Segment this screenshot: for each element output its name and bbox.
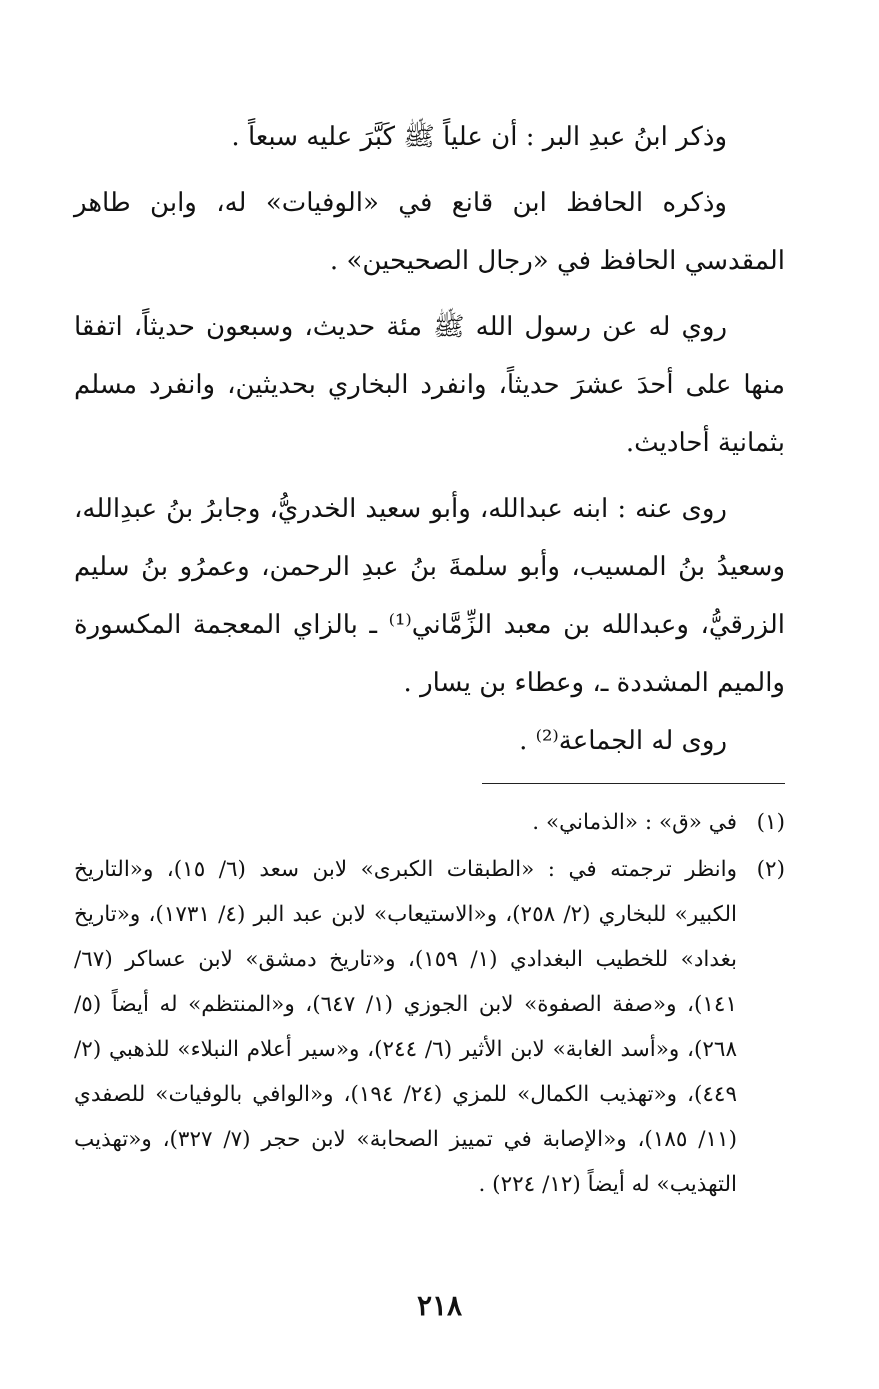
footnote-1 [74,800,785,845]
footnote-separator [482,783,785,784]
paragraph-hadith-count: روي له عن رسول الله ﷺ مئة حديث، وسبعون حديثاً، اتفقا منها على أحدَ عشرَ حديثاً، وانفرد البخاري بحديثين، وانفرد مسلم بثمانية أحاديث. [74,312,785,458]
footnote-2 [74,847,785,1207]
footnotes [74,800,785,1207]
footnote-1-number: (١) [756,810,785,835]
paragraph-narrators: روى عنه : ابنه عبدالله، وأبو سعيد الخدريُّ، وجابرُ بنُ عبدِالله، وسعيدُ بنُ المسيب، وأبو سلمةَ بنُ عبدِ الرحمن، وعمرُو بنُ سليم الزرقيُّ، وعبدالله بن معبد الزِّمَّاني⁽¹⁾ ـ بالزاي المعجمة المكسورة والميم المشددة ـ، وعطاء بن يسار . [74,494,785,698]
footnote-2-number: (٢) [756,857,785,882]
footnote-2-text: وانظر ترجمته في : «الطبقات الكبرى» لابن سعد (٦/ ١٥)، و«التاريخ الكبير» للبخاري (٢/ ٢٥٨)، و«الاستيعاب» لابن عبد البر (٤/ ١٧٣١)، و«تاريخ بغداد» للخطيب البغدادي (١/ ١٥٩)، و«تاريخ دمشق» لابن عساكر (٦٧/ ١٤١)، و«صفة الصفوة» لابن الجوزي (١/ ٦٤٧)، و«المنتظم» له أيضاً (٥/ ٢٦٨)، و«أسد الغابة» لابن الأثير (٦/ ٢٤٤)، و«سير أعلام النبلاء» للذهبي (٢/ ٤٤٩)، و«تهذيب الكمال» للمزي (٢٤/ ١٩٤)، و«الوافي بالوفيات» للصفدي (١١/ ١٨٥)، و«الإصابة في تمييز الصحابة» لابن حجر (٧/ ٣٢٧)، و«تهذيب التهذيب» له أيضاً (١٢/ ٢٢٤) . [74,857,738,1197]
main-text [74,108,785,770]
page-number: ٢١٨ [416,1289,463,1322]
footnote-1-text: في «ق» : «الذماني» . [532,810,737,835]
paragraph-mentioned-by: وذكره الحافظ ابن قانع في «الوفيات» له، وابن طاهر المقدسي الحافظ في «رجال الصحيحين» . [74,188,785,276]
paragraph-burial-prayer: وذكر ابنُ عبدِ البر : أن علياً ﷺ كَبَّرَ عليه سبعاً . [231,122,727,152]
paragraph-narrated-by-group: روى له الجماعة⁽²⁾ . [519,726,727,756]
